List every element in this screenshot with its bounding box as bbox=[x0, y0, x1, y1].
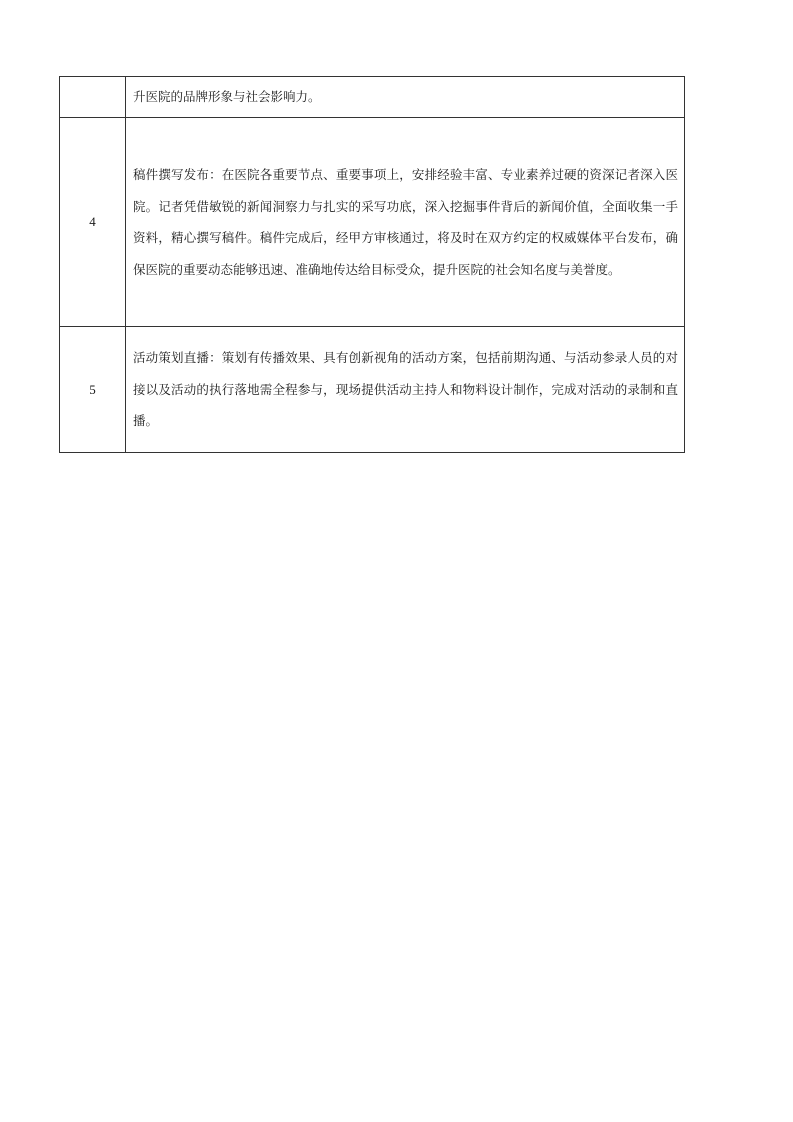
table-row bbox=[60, 327, 685, 453]
table-row bbox=[60, 77, 685, 118]
row-number-cell bbox=[60, 77, 126, 118]
service-table bbox=[59, 76, 685, 453]
row-description-text: 活动策划直播：策划有传播效果、具有创新视角的活动方案，包括前期沟通、与活动参录人员的对接以及活动的执行落地需全程参与，现场提供活动主持人和物料设计制作，完成对活动的录制和直播。 bbox=[133, 350, 678, 429]
row-description-cell bbox=[126, 118, 685, 327]
row-number-cell: 5 bbox=[60, 327, 126, 453]
table-row bbox=[60, 118, 685, 327]
row-description-cell bbox=[126, 327, 685, 453]
row-description-text: 稿件撰写发布：在医院各重要节点、重要事项上，安排经验丰富、专业素养过硬的资深记者深入医院。记者凭借敏锐的新闻洞察力与扎实的采写功底，深入挖掘事件背后的新闻价值，全面收集一手资料，精心撰写稿件。稿件完成后，经甲方审核通过，将及时在双方约定的权威媒体平台发布，确保医院的重要动态能够迅速、准确地传达给目标受众，提升医院的社会知名度与美誉度。 bbox=[133, 167, 678, 277]
row-description-cell bbox=[126, 77, 685, 118]
row-description-text: 升医院的品牌形象与社会影响力。 bbox=[133, 89, 321, 105]
row-number-cell: 4 bbox=[60, 118, 126, 327]
